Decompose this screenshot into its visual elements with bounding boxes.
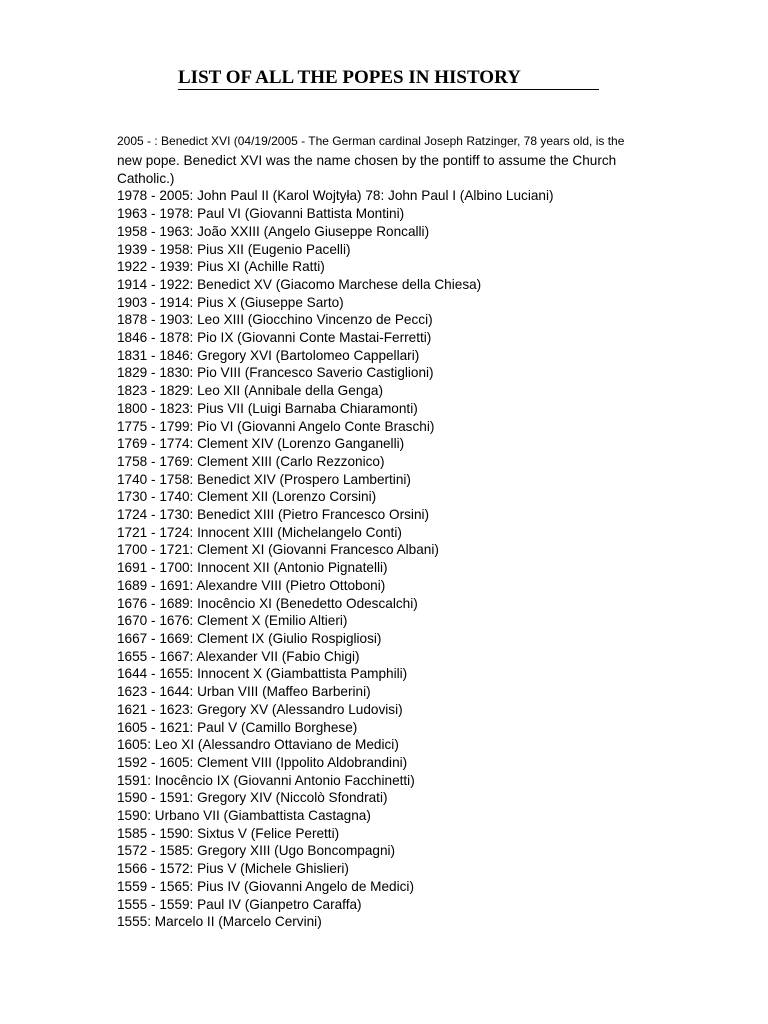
pope-entry: 1758 - 1769: Clement XIII (Carlo Rezzonico) xyxy=(117,453,385,469)
pope-entry: 1914 - 1922: Benedict XV (Giacomo Marchese della Chiesa) xyxy=(117,276,482,292)
pope-entry: 1846 - 1878: Pio IX (Giovanni Conte Mastai-Ferretti) xyxy=(117,330,432,346)
pope-entry: 1590 - 1591: Gregory XIV (Niccolò Sfondrati) xyxy=(117,790,388,806)
pope-entry: 1555 - 1559: Paul IV (Gianpetro Caraffa) xyxy=(117,896,362,912)
popes-list xyxy=(117,152,647,931)
pope-entry: 1592 - 1605: Clement VIII (Ippolito Aldobrandini) xyxy=(117,754,408,770)
pope-entry: 1623 - 1644: Urban VIII (Maffeo Barberini) xyxy=(117,684,371,700)
pope-entry: 1700 - 1721: Clement XI (Giovanni Francesco Albani) xyxy=(117,542,439,558)
pope-entry: 1800 - 1823: Pius VII (Luigi Barnaba Chiaramonti) xyxy=(117,400,418,416)
pope-entry: 1878 - 1903: Leo XIII (Giocchino Vincenzo de Pecci) xyxy=(117,312,433,328)
pope-entry: 1958 - 1963: João XXIII (Angelo Giuseppe Roncalli) xyxy=(117,223,430,239)
pope-entry: 1676 - 1689: Inocêncio XI (Benedetto Odescalchi) xyxy=(117,595,418,611)
pope-entry: 1978 - 2005: John Paul II (Karol Wojtyła) 78: John Paul I (Albino Luciani) xyxy=(117,188,554,204)
pope-entry: 1555: Marcelo II (Marcelo Cervini) xyxy=(117,914,322,930)
pope-entry: 1621 - 1623: Gregory XV (Alessandro Ludovisi) xyxy=(117,701,403,717)
pope-entry: 1939 - 1958: Pius XII (Eugenio Pacelli) xyxy=(117,241,351,257)
pope-entry: 1922 - 1939: Pius XI (Achille Ratti) xyxy=(117,259,325,275)
pope-entry: 1572 - 1585: Gregory XIII (Ugo Boncompagni) xyxy=(117,843,396,859)
pope-entry: 1559 - 1565: Pius IV (Giovanni Angelo de Medici) xyxy=(117,878,414,894)
document-title: LIST OF ALL THE POPES IN HISTORY xyxy=(178,67,599,90)
pope-entry: 1655 - 1667: Alexander VII (Fabio Chigi) xyxy=(117,648,360,664)
pope-entry: 1730 - 1740: Clement XII (Lorenzo Corsini) xyxy=(117,489,377,505)
pope-entry: 1740 - 1758: Benedict XIV (Prospero Lambertini) xyxy=(117,471,411,487)
intro-first-line: 2005 - : Benedict XVI (04/19/2005 - The German cardinal Joseph Ratzinger, 78 years old, is the xyxy=(117,134,625,148)
pope-entry: 1775 - 1799: Pio VI (Giovanni Angelo Conte Braschi) xyxy=(117,418,435,434)
pope-entry: 1585 - 1590: Sixtus V (Felice Peretti) xyxy=(117,825,340,841)
pope-entry: 1605 - 1621: Paul V (Camillo Borghese) xyxy=(117,719,358,735)
pope-entry: 1566 - 1572: Pius V (Michele Ghislieri) xyxy=(117,861,349,877)
pope-entry: 1667 - 1669: Clement IX (Giulio Rospigliosi) xyxy=(117,630,382,646)
pope-entry: 1769 - 1774: Clement XIV (Lorenzo Ganganelli) xyxy=(117,436,405,452)
pope-entry: 1590: Urbano VII (Giambattista Castagna) xyxy=(117,808,371,824)
pope-entry: 1721 - 1724: Innocent XIII (Michelangelo Conti) xyxy=(117,524,402,540)
pope-entry: 1691 - 1700: Innocent XII (Antonio Pignatelli) xyxy=(117,560,388,576)
pope-entry: 1831 - 1846: Gregory XVI (Bartolomeo Cappellari) xyxy=(117,347,420,363)
intro-continuation-line: new pope. Benedict XVI was the name chosen by the pontiff to assume the Church xyxy=(117,153,617,168)
pope-entry: 1591: Inocêncio IX (Giovanni Antonio Facchinetti) xyxy=(117,772,415,788)
pope-entry: 1644 - 1655: Innocent X (Giambattista Pamphili) xyxy=(117,666,408,682)
pope-entry: 1903 - 1914: Pius X (Giuseppe Sarto) xyxy=(117,294,344,310)
pope-entry: 1724 - 1730: Benedict XIII (Pietro Francesco Orsini) xyxy=(117,507,430,523)
entries-list xyxy=(117,187,647,931)
pope-entry: 1689 - 1691: Alexandre VIII (Pietro Ottoboni) xyxy=(117,577,386,593)
pope-entry: 1823 - 1829: Leo XII (Annibale della Genga) xyxy=(117,383,384,399)
pope-entry: 1963 - 1978: Paul VI (Giovanni Battista Montini) xyxy=(117,206,405,222)
intro-continuation-line: Catholic.) xyxy=(117,170,175,186)
pope-entry: 1829 - 1830: Pio VIII (Francesco Saverio Castiglioni) xyxy=(117,365,434,381)
pope-entry: 1605: Leo XI (Alessandro Ottaviano de Medici) xyxy=(117,737,399,753)
pope-entry: 1670 - 1676: Clement X (Emilio Altieri) xyxy=(117,613,348,629)
